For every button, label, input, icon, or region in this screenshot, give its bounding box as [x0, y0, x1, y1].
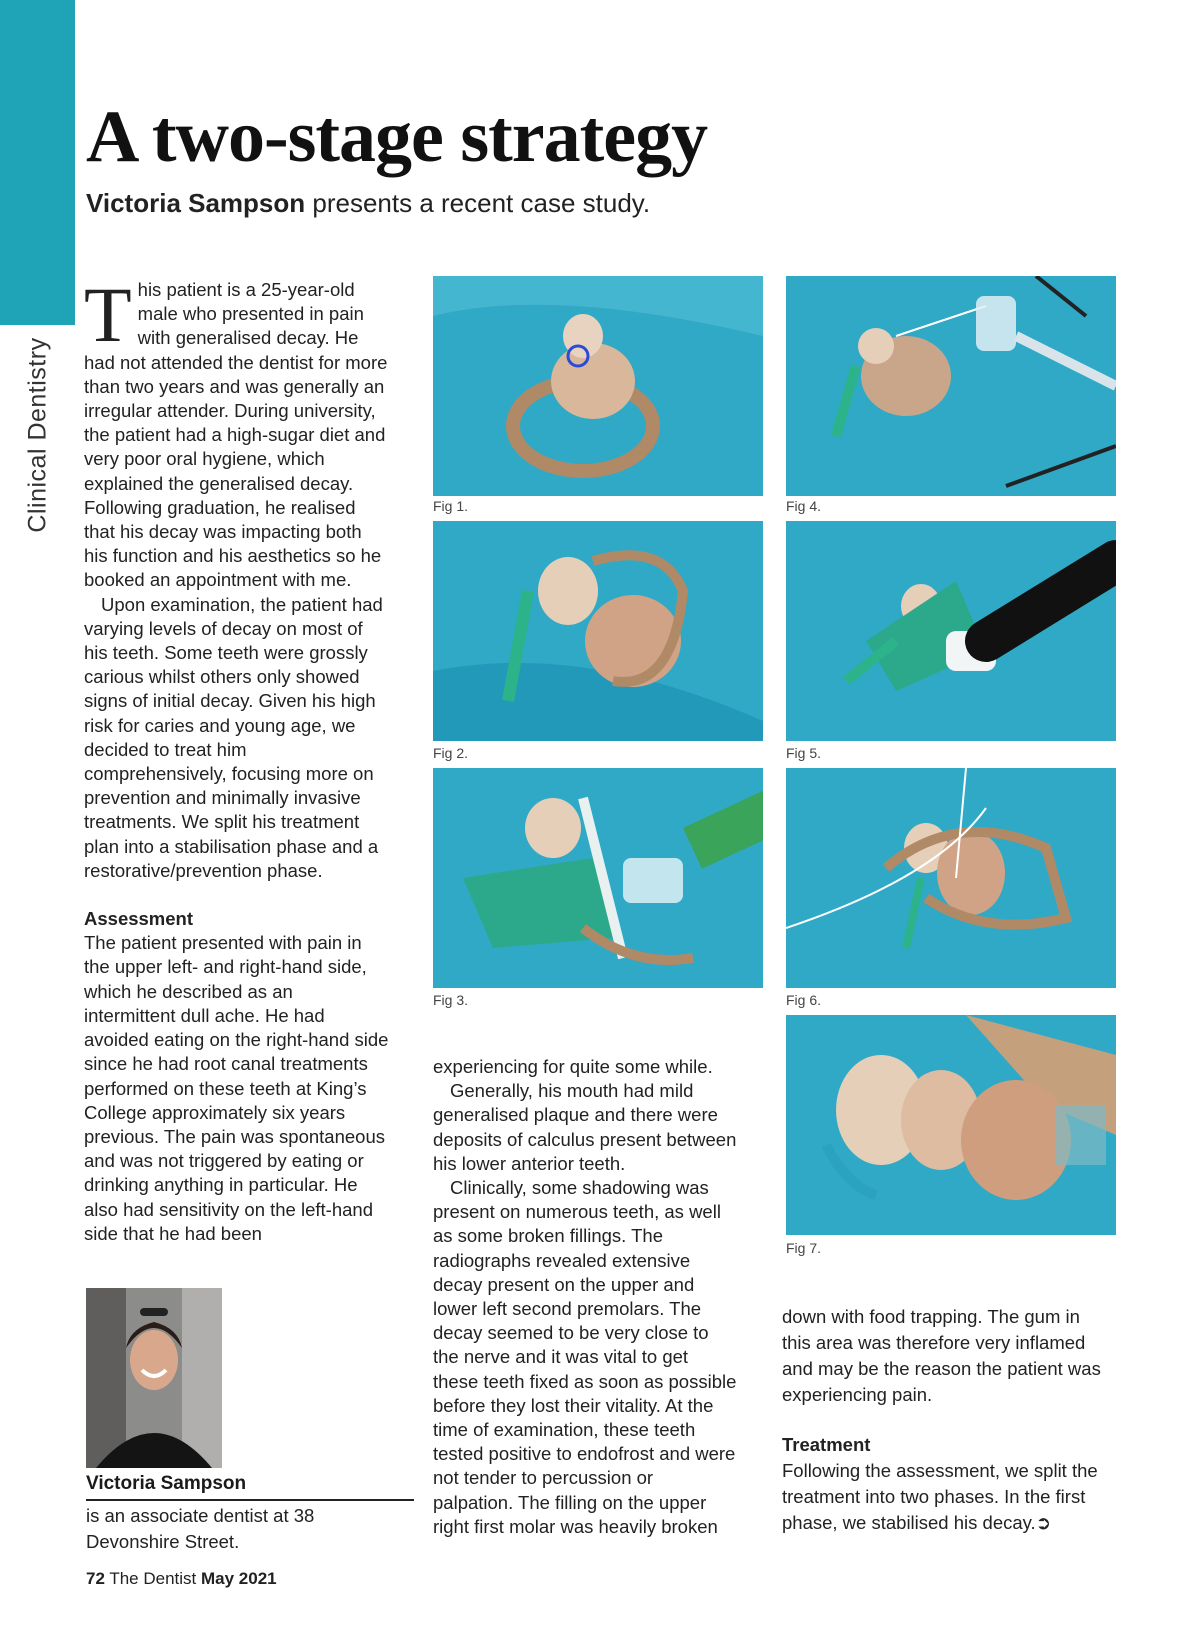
figure-6-photo [786, 768, 1116, 988]
assessment-heading: Assessment [84, 908, 194, 930]
issue-date: May 2021 [201, 1569, 277, 1588]
subtitle-text: presents a recent case study. [305, 188, 651, 218]
figure-1-photo [433, 276, 763, 496]
continue-arrow-icon: ➲ [1035, 1512, 1052, 1533]
author-name: Victoria Sampson [86, 1473, 414, 1501]
body-paragraph [782, 1458, 1102, 1536]
article-subtitle [86, 188, 650, 219]
magazine-name: The Dentist [104, 1569, 201, 1588]
page-number: 72 [86, 1569, 105, 1588]
intro-text: his patient is a 25-year-old male who presented in pain with generalised decay. He had not attended the dentist for more than two years and was generally an irregular attender. During university, the patient had a high-sugar diet and very poor oral hygiene, which explained the generalised decay. Following graduation, he realised that his decay was impacting both his function and his aesthetics so he booked an appointment with me. [84, 279, 388, 591]
text-column-2 [433, 1055, 738, 1539]
body-paragraph: down with food trapping. The gum in this area was therefore very inflamed and may be the reason the patient was experiencing pain. [782, 1306, 1101, 1405]
subtitle-author: Victoria Sampson [86, 188, 306, 218]
body-paragraph: The patient presented with pain in the upper left- and right-hand side, which he described as an intermittent dull ache. He had avoided eating on the right-hand side since he had root canal treatments performed on these teeth at King’s College approximately six years previous. The pain was spontaneous and was not triggered by eating or drinking anything in particular. He also had sensitivity on the left-hand side that he had been [84, 932, 389, 1244]
figure-3-photo [433, 768, 763, 988]
body-paragraph: experiencing for quite some while. [433, 1056, 713, 1077]
section-color-tab [0, 0, 75, 325]
figure-4-photo [786, 276, 1116, 496]
figure-6-caption: Fig 6. [786, 992, 822, 1008]
figure-7-photo [786, 1015, 1116, 1235]
page-footer [86, 1569, 277, 1589]
author-photo [86, 1288, 222, 1468]
body-paragraph-text: Following the assessment, we split the treatment into two phases. In the first phase, we stabilised his decay. [782, 1460, 1098, 1533]
figure-7-caption: Fig 7. [786, 1240, 822, 1256]
intro-paragraph [84, 271, 389, 593]
body-paragraph: Generally, his mouth had mild generalised plaque and there were deposits of calculus present between his lower anterior teeth. [433, 1080, 737, 1174]
figure-1-caption: Fig 1. [433, 498, 469, 514]
figure-5-photo [786, 521, 1116, 741]
text-column-3 [782, 1304, 1102, 1536]
figure-2-caption: Fig 2. [433, 745, 469, 761]
text-column-1 [84, 271, 389, 1246]
figure-4-caption: Fig 4. [786, 498, 822, 514]
body-paragraph: Clinically, some shadowing was present on numerous teeth, as well as some broken fillings. The radiographs revealed extensive decay present on the upper and lower left second premolars. The decay seemed to be very close to the nerve and it was vital to get these teeth fixed as soon as possible before they lost their vitality. At the time of examination, these teeth tested positive to endofrost and were not tender to percussion or palpation. The filling on the upper right first molar was heavily broken [433, 1177, 737, 1537]
figure-3-caption: Fig 3. [433, 992, 469, 1008]
drop-cap: T [84, 271, 132, 358]
treatment-heading: Treatment [782, 1434, 871, 1455]
article-title: A two-stage strategy [86, 96, 708, 178]
author-bio: is an associate dentist at 38 Devonshire Street. [86, 1505, 315, 1552]
section-label: Clinical Dentistry [23, 337, 52, 533]
body-paragraph: Upon examination, the patient had varying levels of decay on most of his teeth. Some teeth were grossly carious whilst others only showed signs of initial decay. Given his high risk for caries and young age, we decided to treat him comprehensively, focusing more on prevention and minimally invasive treatments. We split his treatment plan into a stabilisation phase and a restorative/prevention phase. [84, 593, 383, 881]
figure-2-photo [433, 521, 763, 741]
figure-5-caption: Fig 5. [786, 745, 822, 761]
